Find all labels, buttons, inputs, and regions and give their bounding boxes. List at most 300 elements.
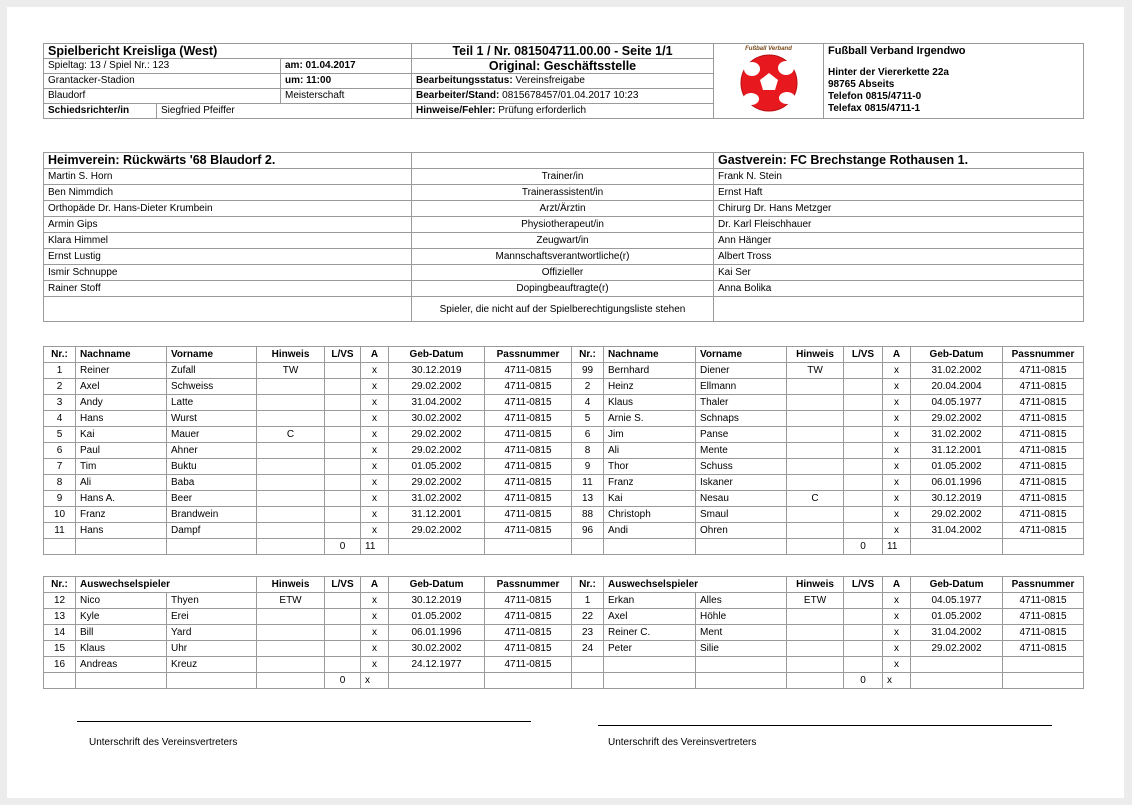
away-player-cell: Nesau xyxy=(696,491,787,507)
away-sub-cell: x xyxy=(883,641,911,657)
home-player-cell: Buktu xyxy=(167,459,257,475)
team-header-spacer xyxy=(412,153,714,169)
home-player-cell xyxy=(325,411,361,427)
home-sub-cell: 06.01.1996 xyxy=(389,625,485,641)
home-player-cell: 11 xyxy=(44,523,76,539)
home-total-cell xyxy=(76,539,167,555)
away-player-cell xyxy=(787,507,844,523)
home-player-cell xyxy=(325,427,361,443)
place: Blaudorf xyxy=(44,89,281,104)
away-sub-cell xyxy=(604,657,696,673)
away-player-cell: TW xyxy=(787,363,844,379)
home-player-cell: x xyxy=(361,363,389,379)
matchday: Spieltag: 13 / Spiel Nr.: 123 xyxy=(44,59,281,74)
home-player-cell: 30.12.2019 xyxy=(389,363,485,379)
away-player-cell xyxy=(787,411,844,427)
home-total-cell: 0 xyxy=(325,539,361,555)
substitutes-header-row xyxy=(44,577,1084,593)
report-page xyxy=(7,7,1124,798)
away-total-cell xyxy=(911,673,1003,689)
away-sub-cell: Ment xyxy=(696,625,787,641)
away-player-cell: x xyxy=(883,379,911,395)
home-sub-cell: 13 xyxy=(44,609,76,625)
away-player-cell: 4711-0815 xyxy=(1003,491,1084,507)
home-sub-cell: Nico xyxy=(76,593,167,609)
home-player-cell: 4711-0815 xyxy=(485,507,572,523)
away-player-cell: Iskaner xyxy=(696,475,787,491)
home-player-cell: 4711-0815 xyxy=(485,523,572,539)
substitutes-total-row xyxy=(44,673,1084,689)
home-player-cell: 31.02.2002 xyxy=(389,491,485,507)
home-sub-cell: x xyxy=(361,625,389,641)
away-player-cell: 4711-0815 xyxy=(1003,459,1084,475)
home-official: Ben Nimmdich xyxy=(44,185,412,201)
home-total-cell xyxy=(167,673,257,689)
away-sub-cell xyxy=(844,657,883,673)
players-table xyxy=(43,346,1084,555)
away-official: Ann Hänger xyxy=(714,233,1084,249)
away-player-cell xyxy=(787,427,844,443)
official-role: Trainerassistent/in xyxy=(412,185,714,201)
home-player-cell xyxy=(325,523,361,539)
home-player-cell: Tim xyxy=(76,459,167,475)
player-row xyxy=(44,363,1084,379)
player-row xyxy=(44,459,1084,475)
official-row xyxy=(44,217,1084,233)
away-player-cell xyxy=(844,443,883,459)
away-player-cell xyxy=(844,363,883,379)
home-player-cell: 31.12.2001 xyxy=(389,507,485,523)
away-player-cell: 4711-0815 xyxy=(1003,443,1084,459)
home-total-cell xyxy=(257,673,325,689)
away-total-cell: 0 xyxy=(844,539,883,555)
away-player-cell: x xyxy=(883,475,911,491)
signature-label-left: Unterschrift des Vereinsvertreters xyxy=(89,737,238,748)
away-player-cell xyxy=(844,475,883,491)
away-sub-cell: Axel xyxy=(604,609,696,625)
home-player-cell xyxy=(325,491,361,507)
match-date: am: 01.04.2017 xyxy=(281,59,412,74)
home-player-cell: Brandwein xyxy=(167,507,257,523)
home-sub-cell: 4711-0815 xyxy=(485,625,572,641)
home-player-cell: 8 xyxy=(44,475,76,491)
home-sub-cell xyxy=(325,593,361,609)
home-player-cell: x xyxy=(361,523,389,539)
away-col-header: A xyxy=(883,347,911,363)
away-player-cell: 31.02.2002 xyxy=(911,427,1003,443)
home-sub-cell: x xyxy=(361,641,389,657)
away-sub-cell: 4711-0815 xyxy=(1003,625,1084,641)
home-col-number: Nr.: xyxy=(44,577,76,593)
home-player-cell xyxy=(325,363,361,379)
home-player-cell: Franz xyxy=(76,507,167,523)
home-player-cell: 3 xyxy=(44,395,76,411)
home-player-cell: Mauer xyxy=(167,427,257,443)
home-sub-cell: x xyxy=(361,609,389,625)
home-player-cell: x xyxy=(361,507,389,523)
away-sub-cell: Alles xyxy=(696,593,787,609)
home-player-cell: 4711-0815 xyxy=(485,475,572,491)
away-player-cell: 4711-0815 xyxy=(1003,379,1084,395)
official-row xyxy=(44,233,1084,249)
away-sub-cell xyxy=(696,657,787,673)
away-player-cell xyxy=(787,523,844,539)
away-sub-cell: x xyxy=(883,625,911,641)
away-player-cell: Kai xyxy=(604,491,696,507)
away-sub-cell: Erkan xyxy=(604,593,696,609)
home-player-cell: 4711-0815 xyxy=(485,491,572,507)
official-row xyxy=(44,265,1084,281)
team-officials-table xyxy=(43,152,1084,322)
home-total-cell: x xyxy=(361,673,389,689)
home-sub-cell: x xyxy=(361,657,389,673)
away-sub-cell xyxy=(911,657,1003,673)
home-player-cell: x xyxy=(361,491,389,507)
away-sub-cell: Reiner C. xyxy=(604,625,696,641)
home-total-cell xyxy=(485,539,572,555)
substitute-row xyxy=(44,641,1084,657)
away-team-name: Gastverein: FC Brechstange Rothausen 1. xyxy=(714,153,1084,169)
home-player-cell: 4 xyxy=(44,411,76,427)
away-player-cell: x xyxy=(883,443,911,459)
away-col-header: Passnummer xyxy=(1003,347,1084,363)
away-player-cell xyxy=(844,507,883,523)
official-row xyxy=(44,249,1084,265)
away-sub-cell: Peter xyxy=(604,641,696,657)
away-sub-cell xyxy=(844,641,883,657)
away-total-cell xyxy=(787,673,844,689)
away-player-cell xyxy=(844,491,883,507)
away-player-cell: 06.01.1996 xyxy=(911,475,1003,491)
official-row xyxy=(44,201,1084,217)
home-player-cell xyxy=(257,475,325,491)
editor-stand: Bearbeiter/Stand: 0815678457/01.04.2017 10:23 xyxy=(412,89,714,104)
association-address xyxy=(824,44,1084,119)
competition: Meisterschaft xyxy=(281,89,412,104)
home-sub-cell: Kreuz xyxy=(167,657,257,673)
home-sub-cell: Erei xyxy=(167,609,257,625)
away-col-header: Nr.: xyxy=(572,347,604,363)
away-player-cell: 31.04.2002 xyxy=(911,523,1003,539)
home-total-cell xyxy=(257,539,325,555)
away-col-header: A xyxy=(883,577,911,593)
home-player-cell xyxy=(257,523,325,539)
home-sub-cell xyxy=(257,625,325,641)
away-player-cell: x xyxy=(883,507,911,523)
away-player-cell: Schuss xyxy=(696,459,787,475)
away-col-number: Nr.: xyxy=(572,577,604,593)
away-player-cell xyxy=(787,459,844,475)
away-player-cell xyxy=(844,379,883,395)
home-player-cell: Kai xyxy=(76,427,167,443)
away-official: Anna Bolika xyxy=(714,281,1084,297)
away-player-cell: Andi xyxy=(604,523,696,539)
away-col-header: Passnummer xyxy=(1003,577,1084,593)
match-time: um: 11:00 xyxy=(281,74,412,89)
home-player-cell: Hans xyxy=(76,523,167,539)
home-col-header: A xyxy=(361,347,389,363)
away-player-cell: Jim xyxy=(604,427,696,443)
away-player-cell: 99 xyxy=(572,363,604,379)
home-total-cell: 0 xyxy=(325,673,361,689)
player-row xyxy=(44,379,1084,395)
home-sub-cell: x xyxy=(361,593,389,609)
home-total-cell xyxy=(76,673,167,689)
away-sub-cell: 24 xyxy=(572,641,604,657)
away-col-substitute: Auswechselspieler xyxy=(604,577,787,593)
away-player-cell: Arnie S. xyxy=(604,411,696,427)
association-logo xyxy=(714,44,824,119)
away-player-cell: 29.02.2002 xyxy=(911,411,1003,427)
home-player-cell xyxy=(257,443,325,459)
away-player-cell: Thor xyxy=(604,459,696,475)
away-player-cell: Smaul xyxy=(696,507,787,523)
away-player-cell: 01.05.2002 xyxy=(911,459,1003,475)
home-col-header: Geb-Datum xyxy=(389,577,485,593)
home-total-cell: 11 xyxy=(361,539,389,555)
away-total-cell xyxy=(787,539,844,555)
away-sub-cell xyxy=(572,657,604,673)
home-sub-cell xyxy=(325,641,361,657)
substitute-row xyxy=(44,593,1084,609)
away-sub-cell: 4711-0815 xyxy=(1003,593,1084,609)
home-player-cell: Ali xyxy=(76,475,167,491)
away-official: Dr. Karl Fleischhauer xyxy=(714,217,1084,233)
away-player-cell: 31.12.2001 xyxy=(911,443,1003,459)
away-sub-cell: x xyxy=(883,593,911,609)
away-total-cell: x xyxy=(883,673,911,689)
official-role: Dopingbeauftragte(r) xyxy=(412,281,714,297)
away-total-cell xyxy=(911,539,1003,555)
away-sub-cell xyxy=(787,641,844,657)
away-player-cell: Mente xyxy=(696,443,787,459)
home-player-cell xyxy=(325,507,361,523)
home-sub-cell xyxy=(257,657,325,673)
unlisted-players-label: Spieler, die nicht auf der Spielberechtigungsliste stehen xyxy=(412,297,714,322)
away-sub-cell: 01.05.2002 xyxy=(911,609,1003,625)
away-sub-cell: x xyxy=(883,609,911,625)
away-player-cell xyxy=(844,427,883,443)
away-player-cell: 2 xyxy=(572,379,604,395)
home-player-cell: 4711-0815 xyxy=(485,379,572,395)
home-col-header: Nachname xyxy=(76,347,167,363)
away-sub-cell: Höhle xyxy=(696,609,787,625)
home-player-cell: 4711-0815 xyxy=(485,363,572,379)
logo-text: Fußball Verband xyxy=(745,45,792,52)
home-sub-cell: Kyle xyxy=(76,609,167,625)
away-sub-cell: 04.05.1977 xyxy=(911,593,1003,609)
home-player-cell: Baba xyxy=(167,475,257,491)
away-player-cell: 20.04.2004 xyxy=(911,379,1003,395)
home-sub-cell: 01.05.2002 xyxy=(389,609,485,625)
substitute-row xyxy=(44,609,1084,625)
home-player-cell xyxy=(325,475,361,491)
away-player-cell xyxy=(787,443,844,459)
substitute-row xyxy=(44,625,1084,641)
home-player-cell: 4711-0815 xyxy=(485,395,572,411)
away-sub-cell: 29.02.2002 xyxy=(911,641,1003,657)
away-total-cell: 0 xyxy=(844,673,883,689)
home-player-cell: 01.05.2002 xyxy=(389,459,485,475)
home-player-cell: x xyxy=(361,475,389,491)
home-official: Ismir Schnuppe xyxy=(44,265,412,281)
away-player-cell: x xyxy=(883,411,911,427)
away-player-cell: 4711-0815 xyxy=(1003,523,1084,539)
unlisted-players-row xyxy=(44,297,1084,322)
home-player-cell: 6 xyxy=(44,443,76,459)
team-header-row xyxy=(44,153,1084,169)
association-street: Hinter der Viererkette 22a xyxy=(828,67,949,78)
away-col-header: Vorname xyxy=(696,347,787,363)
away-player-cell xyxy=(787,379,844,395)
away-sub-cell: x xyxy=(883,657,911,673)
home-team-name: Heimverein: Rückwärts '68 Blaudorf 2. xyxy=(44,153,412,169)
away-total-cell xyxy=(1003,673,1084,689)
home-player-cell: Ahner xyxy=(167,443,257,459)
away-total-cell xyxy=(572,539,604,555)
home-player-cell xyxy=(257,379,325,395)
home-player-cell xyxy=(257,395,325,411)
home-player-cell: x xyxy=(361,411,389,427)
away-player-cell: 29.02.2002 xyxy=(911,507,1003,523)
home-player-cell xyxy=(257,491,325,507)
away-player-cell xyxy=(844,411,883,427)
home-player-cell: 29.02.2002 xyxy=(389,523,485,539)
away-total-cell xyxy=(696,539,787,555)
association-name: Fußball Verband Irgendwo xyxy=(828,45,966,57)
away-player-cell: Heinz xyxy=(604,379,696,395)
home-col-header: Vorname xyxy=(167,347,257,363)
home-player-cell: Andy xyxy=(76,395,167,411)
home-total-cell xyxy=(167,539,257,555)
away-player-cell: x xyxy=(883,363,911,379)
away-player-cell: Diener xyxy=(696,363,787,379)
home-col-header: Passnummer xyxy=(485,577,572,593)
player-row xyxy=(44,507,1084,523)
home-sub-cell: 16 xyxy=(44,657,76,673)
away-total-cell xyxy=(1003,539,1084,555)
home-player-cell: 4711-0815 xyxy=(485,411,572,427)
official-role: Arzt/Ärztin xyxy=(412,201,714,217)
home-col-header: A xyxy=(361,577,389,593)
home-sub-cell xyxy=(325,609,361,625)
away-player-cell: Thaler xyxy=(696,395,787,411)
away-player-cell: 4711-0815 xyxy=(1003,363,1084,379)
home-player-cell: C xyxy=(257,427,325,443)
official-role: Offizieller xyxy=(412,265,714,281)
home-total-cell xyxy=(389,539,485,555)
home-player-cell: Paul xyxy=(76,443,167,459)
away-player-cell xyxy=(844,395,883,411)
home-sub-cell: ETW xyxy=(257,593,325,609)
home-col-header: Hinweis xyxy=(257,577,325,593)
home-player-cell: 7 xyxy=(44,459,76,475)
away-player-cell: 4711-0815 xyxy=(1003,395,1084,411)
report-part: Teil 1 / Nr. 081504711.00.00 - Seite 1/1 xyxy=(412,44,714,59)
home-sub-cell xyxy=(257,609,325,625)
home-unlisted xyxy=(44,297,412,322)
notes: Hinweise/Fehler: Prüfung erforderlich xyxy=(412,104,714,119)
referee-label: Schiedsrichter/in xyxy=(44,104,157,119)
player-row xyxy=(44,491,1084,507)
away-player-cell: 88 xyxy=(572,507,604,523)
away-official: Chirurg Dr. Hans Metzger xyxy=(714,201,1084,217)
player-row xyxy=(44,443,1084,459)
home-player-cell: Hans xyxy=(76,411,167,427)
home-player-cell: 29.02.2002 xyxy=(389,379,485,395)
home-player-cell: Schweiss xyxy=(167,379,257,395)
home-player-cell: x xyxy=(361,459,389,475)
away-player-cell: Christoph xyxy=(604,507,696,523)
away-sub-cell xyxy=(787,657,844,673)
home-sub-cell: 4711-0815 xyxy=(485,593,572,609)
player-row xyxy=(44,427,1084,443)
home-sub-cell: Thyen xyxy=(167,593,257,609)
substitute-row xyxy=(44,657,1084,673)
stadium: Grantacker-Stadion xyxy=(44,74,281,89)
home-col-header: L/VS xyxy=(325,577,361,593)
home-total-cell xyxy=(485,673,572,689)
away-player-cell: 13 xyxy=(572,491,604,507)
away-sub-cell xyxy=(844,593,883,609)
home-col-substitute: Auswechselspieler xyxy=(76,577,257,593)
report-title: Spielbericht Kreisliga (West) xyxy=(44,44,412,59)
away-col-header: Geb-Datum xyxy=(911,577,1003,593)
away-sub-cell: ETW xyxy=(787,593,844,609)
away-player-cell: Ellmann xyxy=(696,379,787,395)
away-sub-cell: Silie xyxy=(696,641,787,657)
home-sub-cell: 30.12.2019 xyxy=(389,593,485,609)
away-player-cell: Schnaps xyxy=(696,411,787,427)
away-player-cell: 4711-0815 xyxy=(1003,475,1084,491)
home-player-cell xyxy=(257,459,325,475)
away-player-cell: 9 xyxy=(572,459,604,475)
away-official: Kai Ser xyxy=(714,265,1084,281)
home-sub-cell: 14 xyxy=(44,625,76,641)
away-sub-cell: 31.04.2002 xyxy=(911,625,1003,641)
signature-label-right: Unterschrift des Vereinsvertreters xyxy=(608,737,757,748)
home-sub-cell xyxy=(325,657,361,673)
home-sub-cell: 15 xyxy=(44,641,76,657)
home-official: Armin Gips xyxy=(44,217,412,233)
home-player-cell: Zufall xyxy=(167,363,257,379)
away-unlisted xyxy=(714,297,1084,322)
away-player-cell: Klaus xyxy=(604,395,696,411)
home-player-cell: 31.04.2002 xyxy=(389,395,485,411)
home-player-cell: 10 xyxy=(44,507,76,523)
away-player-cell xyxy=(844,523,883,539)
home-player-cell: Reiner xyxy=(76,363,167,379)
home-sub-cell: 12 xyxy=(44,593,76,609)
home-sub-cell: Yard xyxy=(167,625,257,641)
away-sub-cell: 1 xyxy=(572,593,604,609)
away-player-cell: Franz xyxy=(604,475,696,491)
away-player-cell: 11 xyxy=(572,475,604,491)
away-sub-cell: 22 xyxy=(572,609,604,625)
home-player-cell: 30.02.2002 xyxy=(389,411,485,427)
away-player-cell: 30.12.2019 xyxy=(911,491,1003,507)
player-row xyxy=(44,523,1084,539)
home-sub-cell: 24.12.1977 xyxy=(389,657,485,673)
away-player-cell xyxy=(787,395,844,411)
home-player-cell: x xyxy=(361,443,389,459)
away-player-cell: Ohren xyxy=(696,523,787,539)
home-player-cell: 9 xyxy=(44,491,76,507)
away-sub-cell: 23 xyxy=(572,625,604,641)
players-total-row xyxy=(44,539,1084,555)
home-sub-cell: 30.02.2002 xyxy=(389,641,485,657)
home-player-cell xyxy=(257,507,325,523)
